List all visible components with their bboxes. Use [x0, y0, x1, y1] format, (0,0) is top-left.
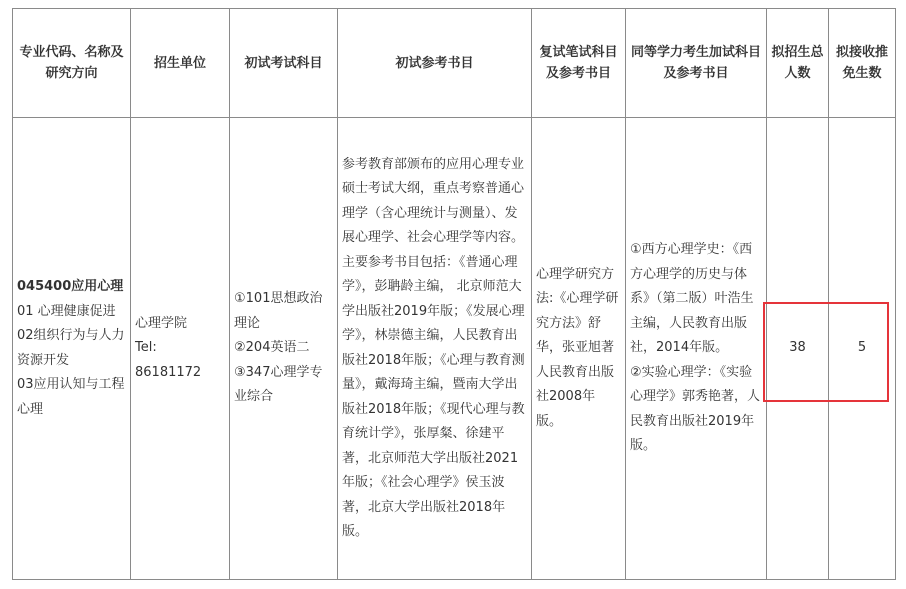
cell-major — [13, 118, 131, 580]
cell-enroll-total — [767, 118, 829, 580]
header-enroll-total: 拟招生总人数 — [767, 9, 829, 118]
subject-item: ③347心理学专业综合 — [234, 364, 323, 405]
header-exam-books: 初试参考书目 — [338, 9, 532, 118]
equivalent-item: ①西方心理学史：《西方心理学的历史与体系》（第二版）叶浩生主编，人民教育出版社，2014年版。 — [630, 242, 754, 356]
unit-tel: Tel: 86181172 — [135, 340, 202, 380]
equivalent-item: ②实验心理学：《实验心理学》郭秀艳著，人民教育出版社2019年版。 — [630, 364, 761, 454]
header-major: 专业代码、名称及研究方向 — [13, 9, 131, 118]
cell-unit — [131, 118, 230, 580]
direction-item: 03应用认知与工程心理 — [17, 377, 125, 417]
cell-retest — [532, 118, 626, 580]
header-exam-subjects: 初试考试科目 — [230, 9, 338, 118]
cell-exam-subjects — [230, 118, 338, 580]
admissions-table — [12, 8, 896, 580]
header-exempt-count: 拟接收推免生数 — [829, 9, 896, 118]
major-title: 045400应用心理 — [17, 279, 124, 294]
retest-text: 心理学研究方法:《心理学研究方法》舒华，张亚旭著 人民教育出版社2008年版。 — [536, 266, 619, 429]
header-unit: 招生单位 — [131, 9, 230, 118]
cell-equivalent — [626, 118, 767, 580]
header-row — [13, 9, 896, 118]
cell-exempt-count — [829, 118, 896, 580]
exempt-count-value: 5 — [857, 340, 867, 356]
table-row — [13, 118, 896, 580]
header-equivalent: 同等学力考生加试科目及参考书目 — [626, 9, 767, 118]
cell-exam-books — [338, 118, 532, 580]
enroll-total-value: 38 — [789, 340, 806, 356]
header-retest: 复试笔试科目及参考书目 — [532, 9, 626, 118]
direction-item: 02组织行为与人力资源开发 — [17, 328, 125, 368]
exam-books-text: 参考教育部颁布的应用心理专业硕士考试大纲，重点考察普通心理学（含心理统计与测量）、发展心理学、社会心理学等内容。主要参考书目包括：《普通心理学》，彭聃龄主编， 北京师范大学出版社2019年版；《发展心理学》，林崇德主编，人民教育出版社2018年版；《心理与教育测量》，戴海琦主编，暨南大学出版社2018年版；《现代心理与教育统计学》，张厚粲、徐建平著，北京师范大学出版社2021年版；《社会心理学》侯玉波著，北京大学出版社2018年版。 — [342, 156, 525, 539]
subject-item: ①101思想政治理论 — [234, 291, 323, 331]
unit-name: 心理学院 — [135, 315, 188, 331]
direction-item: 01 心理健康促进 — [17, 303, 116, 319]
subject-item: ②204英语二 — [234, 340, 310, 356]
